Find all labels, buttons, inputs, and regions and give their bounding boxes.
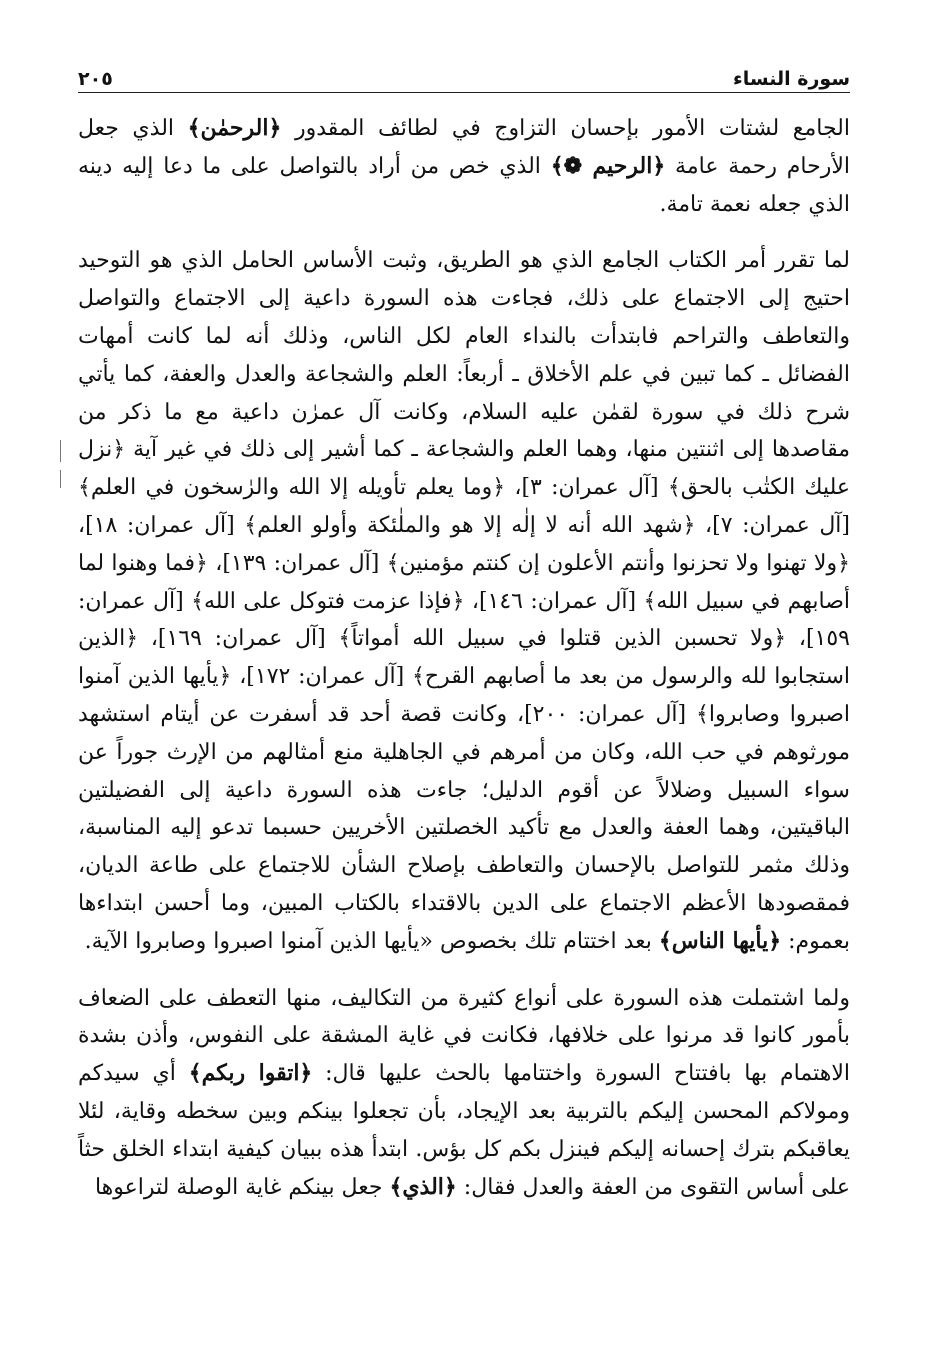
text-segment: جعل بينكم غاية الوصلة لتراعوها [94,1174,390,1200]
text-segment: ولما اشتملت هذه السورة على أنواع كثيرة من التكاليف، منها التعطف على الضعاف بأمور كانوا قد مرنوا على خلافها، فكانت في غاية المشقة على النفوس، وأذن بشدة الاهتمام بها بافتتاح السورة واختتامها بالحث عليها قال: [78,985,850,1087]
paragraph [78,242,850,960]
text-segment: الذي خص من أراد بالتواصل على ما دعا إليه دينه الذي جعله نعمة تامة. [78,153,850,217]
paragraph [78,980,850,1207]
margin-mark [60,470,61,488]
quran-quote: ﴿يأيها الناس﴾ [658,927,782,954]
quran-quote: ﴿الرحيم ❁﴾ [550,152,666,179]
quran-quote: ﴿اتقوا ربكم﴾ [188,1060,313,1087]
quran-quote: ﴿الذي﴾ [389,1173,457,1200]
text-segment: لما تقرر أمر الكتاب الجامع الذي هو الطريق، وثبت الأساس الحامل الذي هو التوحيد احتيج إلى الاجتماع على ذلك، فجاءت هذه السورة داعية إلى الاجتماع والتواصل والتعاطف والتراحم فابتدأت بالنداء العام لكل الناس، وذلك أنه لما كانت أمهات الفضائل ـ كما تبين في علم الأخلاق ـ أربعاً: العلم والشجاعة والعدل والعفة، كما يأتي شرح ذلك في سورة لقمٰن عليه السلام، وكانت آل عمرٰن داعية مع ما ذكر من مقاصدها إلى اثنتين منها، وهما العلم والشجاعة ـ كما أشير إلى ذلك في غير آية ﴿نزل عليك الكتٰب بالحق﴾ [آل عمران: ٣]، ﴿وما يعلم تأويله إلا الله والرٰسخون في العلم﴾ [آل عمران: ٧]، ﴿شهد الله أنه لا إلٰه إلا هو والملٰئكة وأولو العلم﴾ [آل عمران: ١٨]، ﴿ولا تهنوا ولا تحزنوا وأنتم الأعلون إن كنتم مؤمنين﴾ [آل عمران: ١٣٩]، ﴿فما وهنوا لما أصابهم في سبيل الله﴾ [آل عمران: ١٤٦]، ﴿فإذا عزمت فتوكل على الله﴾ [آل عمران: ١٥٩]، ﴿ولا تحسبن الذين قتلوا في سبيل الله أمواتاً﴾ [آل عمران: ١٦٩]، ﴿الذين استجابوا لله والرسول من بعد ما أصابهم القرح﴾ [آل عمران: ١٧٢]، ﴿يأيها الذين آمنوا اصبروا وصابروا﴾ [آل عمران: ٢٠٠]، وكانت قصة أحد قد أسفرت عن أيتام استشهد مورثوهم في حب الله، وكان من أمرهم في الجاهلية منع أمثالهم من الإرث جوراً عن سواء السبيل وضلالاً عن أقوم الدليل؛ جاءت هذه السورة داعية إلى الفضيلتين الباقيتين، وهما العفة والعدل مع تأكيد الخصلتين الأخريين حسبما تدعو إليه المناسبة، وذلك مثمر للتواصل بالإحسان والتعاطف بإصلاح الشأن للاجتماع على طاعة الديان، فمقصودها الأعظم الاجتماع على الدين بالاقتداء بالكتاب المبين، وما أحسن ابتداءها بعموم: [78,248,850,954]
text-segment: الجامع لشتات الأمور بإحسان التزاوج في لطائف المقدور [281,116,850,141]
quran-quote: ﴿الرحمٰن﴾ [187,115,282,141]
text-segment: بعد اختتام تلك بخصوص «يأيها الذين آمنوا اصبروا وصابروا الآية. [84,928,659,954]
text-segment: أي سيدكم ومولاكم المحسن إليكم بالتربية بعد الإيجاد، بأن تجعلوا بينكم وبين سخطه وقاية، لئلا يعاقبكم بترك إحسانه إليكم فينزل بكم كل بؤس. ابتدأ هذه ببيان كيفية ابتداء الخلق حثاً على أساس التقوى من العفة والعدل فقال: [78,1061,850,1200]
body-text [78,110,850,1206]
margin-mark [60,440,61,462]
running-header [78,58,850,93]
page-number: ٢٠٥ [78,68,113,90]
paragraph [78,110,850,223]
text-segment: الذي جعل الأرحام رحمة عامة [78,116,850,179]
surah-title: سورة النساء [733,68,850,90]
